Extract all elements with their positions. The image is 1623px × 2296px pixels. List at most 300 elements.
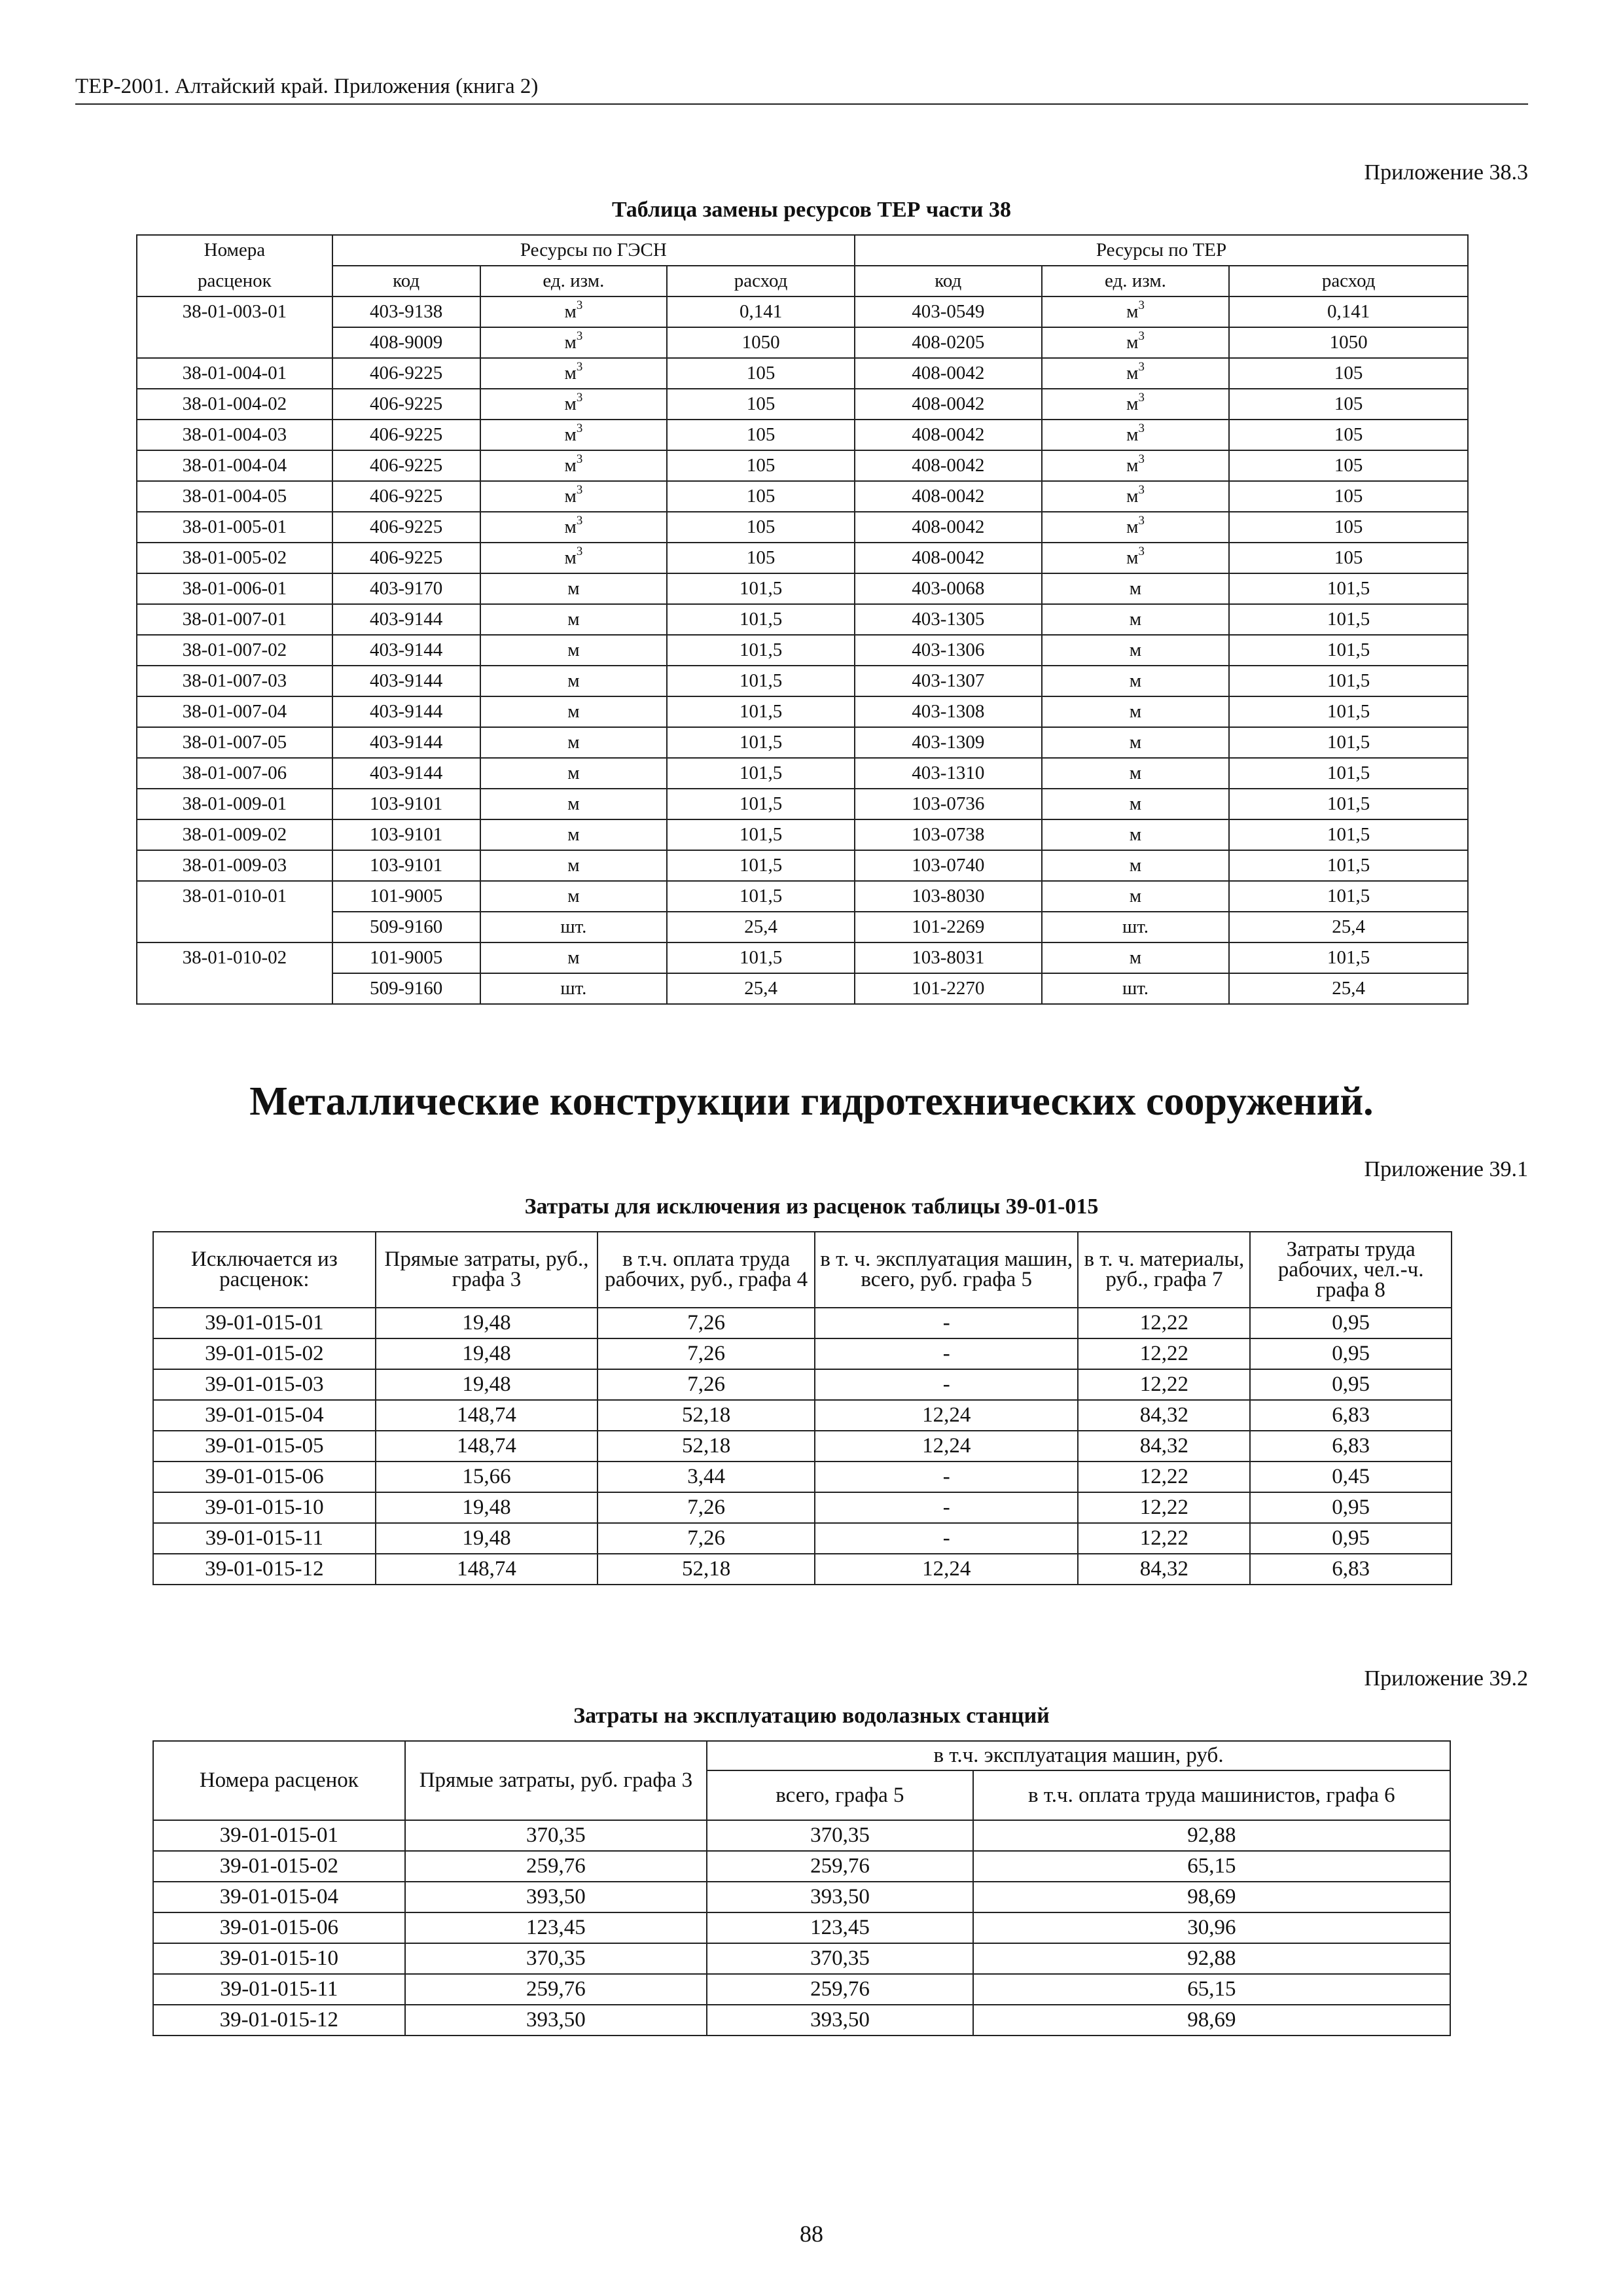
rate-number: 38-01-007-04 bbox=[137, 696, 332, 727]
direct-costs: 259,76 bbox=[405, 1851, 707, 1882]
materials: 84,32 bbox=[1078, 1400, 1250, 1431]
rate-number: 38-01-007-06 bbox=[137, 758, 332, 789]
gesn-amount: 1050 bbox=[667, 327, 855, 358]
operator-labor: 92,88 bbox=[973, 1820, 1450, 1851]
machine-operation: - bbox=[815, 1369, 1079, 1400]
ter-amount: 101,5 bbox=[1229, 696, 1468, 727]
labor-hours: 0,95 bbox=[1250, 1492, 1452, 1523]
gesn-unit: м bbox=[480, 666, 668, 696]
ter-code: 403-0068 bbox=[855, 573, 1042, 604]
gesn-unit: м bbox=[480, 850, 668, 881]
table-row bbox=[153, 1338, 1452, 1369]
direct-costs: 370,35 bbox=[405, 1820, 707, 1851]
gesn-code: 406-9225 bbox=[332, 481, 480, 512]
diving-table-body bbox=[153, 1820, 1450, 2036]
direct-costs: 148,74 bbox=[376, 1400, 598, 1431]
ter-amount: 101,5 bbox=[1229, 942, 1468, 973]
header-unit: ед. изм. bbox=[1042, 266, 1230, 296]
machine-total: 393,50 bbox=[707, 2005, 973, 2036]
rate-number: 38-01-004-04 bbox=[137, 450, 332, 481]
direct-costs: 148,74 bbox=[376, 1431, 598, 1462]
gesn-amount: 101,5 bbox=[667, 573, 855, 604]
gesn-amount: 105 bbox=[667, 543, 855, 573]
rate-number bbox=[137, 327, 332, 358]
labor-hours: 0,95 bbox=[1250, 1308, 1452, 1338]
ter-unit: шт. bbox=[1042, 912, 1230, 942]
labor-pay: 7,26 bbox=[597, 1492, 815, 1523]
ter-code: 408-0042 bbox=[855, 420, 1042, 450]
rate-number: 39-01-015-11 bbox=[153, 1974, 405, 2005]
ter-unit: $м^3$ bbox=[1042, 358, 1230, 389]
direct-costs: 393,50 bbox=[405, 2005, 707, 2036]
ter-amount: 101,5 bbox=[1229, 604, 1468, 635]
table-row bbox=[153, 1912, 1450, 1943]
table-row bbox=[153, 1369, 1452, 1400]
table-row bbox=[153, 2005, 1450, 2036]
ter-amount: 101,5 bbox=[1229, 635, 1468, 666]
rate-number: 39-01-015-11 bbox=[153, 1523, 376, 1554]
ter-code: 403-1309 bbox=[855, 727, 1042, 758]
header-direct-costs: Прямые затраты, руб. графа 3 bbox=[405, 1741, 707, 1820]
table-title-38-3: Таблица замены ресурсов ТЕР части 38 bbox=[611, 198, 1012, 222]
labor-hours: 0,95 bbox=[1250, 1523, 1452, 1554]
gesn-unit: м bbox=[480, 758, 668, 789]
ter-code: 403-1307 bbox=[855, 666, 1042, 696]
materials: 12,22 bbox=[1078, 1308, 1250, 1338]
table-row bbox=[137, 327, 1468, 358]
table-row bbox=[137, 942, 1468, 973]
rate-number: 38-01-004-03 bbox=[137, 420, 332, 450]
gesn-code: 406-9225 bbox=[332, 420, 480, 450]
ter-amount: 101,5 bbox=[1229, 789, 1468, 819]
header-rates: расценок bbox=[137, 266, 332, 296]
rate-number: 38-01-009-01 bbox=[137, 789, 332, 819]
labor-pay: 52,18 bbox=[597, 1400, 815, 1431]
gesn-unit: м bbox=[480, 696, 668, 727]
rate-number: 38-01-007-03 bbox=[137, 666, 332, 696]
gesn-unit: м bbox=[480, 942, 668, 973]
materials: 12,22 bbox=[1078, 1462, 1250, 1492]
rate-number: 38-01-004-01 bbox=[137, 358, 332, 389]
gesn-amount: 105 bbox=[667, 358, 855, 389]
ter-code: 403-1308 bbox=[855, 696, 1042, 727]
gesn-amount: 101,5 bbox=[667, 850, 855, 881]
header-machine-operation: в т. ч. эксплуатация машин, всего, руб. графа 5 bbox=[815, 1232, 1079, 1308]
ter-unit: м bbox=[1042, 819, 1230, 850]
labor-pay: 52,18 bbox=[597, 1554, 815, 1585]
table-row bbox=[153, 1492, 1452, 1523]
rate-number: 38-01-010-02 bbox=[137, 942, 332, 973]
gesn-unit: $м^3$ bbox=[480, 450, 668, 481]
gesn-amount: 25,4 bbox=[667, 973, 855, 1004]
table-row bbox=[153, 1820, 1450, 1851]
table-row bbox=[137, 604, 1468, 635]
header-labor-pay: в т.ч. оплата труда рабочих, руб., графа 4 bbox=[597, 1232, 815, 1308]
ter-amount: 101,5 bbox=[1229, 727, 1468, 758]
machine-total: 370,35 bbox=[707, 1943, 973, 1974]
machine-total: 259,76 bbox=[707, 1974, 973, 2005]
ter-code: 408-0042 bbox=[855, 450, 1042, 481]
gesn-code: 408-9009 bbox=[332, 327, 480, 358]
machine-operation: - bbox=[815, 1492, 1079, 1523]
materials: 84,32 bbox=[1078, 1554, 1250, 1585]
gesn-amount: 25,4 bbox=[667, 912, 855, 942]
gesn-code: 403-9144 bbox=[332, 604, 480, 635]
header-machine-operation: в т.ч. эксплуатация машин, руб. bbox=[707, 1741, 1450, 1770]
direct-costs: 370,35 bbox=[405, 1943, 707, 1974]
header-amount: расход bbox=[1229, 266, 1468, 296]
operator-labor: 30,96 bbox=[973, 1912, 1450, 1943]
header-gesn-resources: Ресурсы по ГЭСН bbox=[332, 235, 855, 266]
machine-total: 259,76 bbox=[707, 1851, 973, 1882]
table-row bbox=[137, 696, 1468, 727]
ter-unit: м bbox=[1042, 942, 1230, 973]
ter-unit: м bbox=[1042, 666, 1230, 696]
gesn-unit: шт. bbox=[480, 912, 668, 942]
appendix-label-39-2: Приложение 39.2 bbox=[1364, 1666, 1528, 1691]
table-row bbox=[137, 727, 1468, 758]
ter-code: 101-2270 bbox=[855, 973, 1042, 1004]
materials: 12,22 bbox=[1078, 1369, 1250, 1400]
labor-hours: 6,83 bbox=[1250, 1400, 1452, 1431]
header-ter-resources: Ресурсы по ТЕР bbox=[855, 235, 1468, 266]
rate-number: 38-01-004-05 bbox=[137, 481, 332, 512]
ter-amount: 101,5 bbox=[1229, 881, 1468, 912]
ter-unit: $м^3$ bbox=[1042, 481, 1230, 512]
gesn-unit: м bbox=[480, 573, 668, 604]
rate-number bbox=[137, 973, 332, 1004]
ter-amount: 101,5 bbox=[1229, 666, 1468, 696]
labor-pay: 7,26 bbox=[597, 1338, 815, 1369]
ter-code: 101-2269 bbox=[855, 912, 1042, 942]
rate-number: 38-01-007-01 bbox=[137, 604, 332, 635]
machine-total: 393,50 bbox=[707, 1882, 973, 1912]
gesn-unit: шт. bbox=[480, 973, 668, 1004]
table-row bbox=[137, 789, 1468, 819]
gesn-unit: $м^3$ bbox=[480, 512, 668, 543]
rate-number: 38-01-003-01 bbox=[137, 296, 332, 327]
table-row bbox=[137, 450, 1468, 481]
labor-pay: 7,26 bbox=[597, 1369, 815, 1400]
gesn-unit: м bbox=[480, 727, 668, 758]
gesn-unit: м bbox=[480, 789, 668, 819]
ter-amount: 25,4 bbox=[1229, 912, 1468, 942]
operator-labor: 92,88 bbox=[973, 1943, 1450, 1974]
header-operator-labor: в т.ч. оплата труда машинистов, графа 6 bbox=[973, 1770, 1450, 1820]
rate-number: 39-01-015-04 bbox=[153, 1882, 405, 1912]
header-numbers: Номера bbox=[137, 235, 332, 266]
gesn-code: 403-9138 bbox=[332, 296, 480, 327]
ter-code: 408-0042 bbox=[855, 358, 1042, 389]
gesn-code: 406-9225 bbox=[332, 450, 480, 481]
gesn-amount: 105 bbox=[667, 420, 855, 450]
header-numbers: Номера расценок bbox=[153, 1741, 405, 1820]
gesn-amount: 101,5 bbox=[667, 758, 855, 789]
labor-hours: 0,95 bbox=[1250, 1369, 1452, 1400]
ter-code: 408-0042 bbox=[855, 481, 1042, 512]
rate-number: 38-01-004-02 bbox=[137, 389, 332, 420]
rate-number: 38-01-005-01 bbox=[137, 512, 332, 543]
gesn-code: 406-9225 bbox=[332, 358, 480, 389]
ter-code: 403-1310 bbox=[855, 758, 1042, 789]
machine-operation: 12,24 bbox=[815, 1400, 1079, 1431]
ter-code: 408-0042 bbox=[855, 512, 1042, 543]
rate-number: 38-01-009-02 bbox=[137, 819, 332, 850]
ter-code: 103-0736 bbox=[855, 789, 1042, 819]
table-row bbox=[137, 420, 1468, 450]
ter-code: 403-1306 bbox=[855, 635, 1042, 666]
gesn-amount: 101,5 bbox=[667, 696, 855, 727]
rate-number: 38-01-006-01 bbox=[137, 573, 332, 604]
ter-unit: м bbox=[1042, 604, 1230, 635]
table-row bbox=[137, 666, 1468, 696]
gesn-unit: $м^3$ bbox=[480, 327, 668, 358]
ter-unit: м bbox=[1042, 881, 1230, 912]
machine-operation: - bbox=[815, 1338, 1079, 1369]
section-title: Металлические конструкции гидротехнических сооружений. bbox=[249, 1079, 1374, 1124]
ter-unit: м bbox=[1042, 696, 1230, 727]
ter-code: 403-1305 bbox=[855, 604, 1042, 635]
table-title-39-1: Затраты для исключения из расценок таблицы 39-01-015 bbox=[524, 1194, 1099, 1219]
rate-number: 39-01-015-10 bbox=[153, 1943, 405, 1974]
appendix-label-39-1: Приложение 39.1 bbox=[1364, 1157, 1528, 1181]
machine-total: 370,35 bbox=[707, 1820, 973, 1851]
header-total: всего, графа 5 bbox=[707, 1770, 973, 1820]
labor-hours: 6,83 bbox=[1250, 1554, 1452, 1585]
table-row bbox=[137, 512, 1468, 543]
rate-number: 39-01-015-06 bbox=[153, 1912, 405, 1943]
gesn-amount: 101,5 bbox=[667, 727, 855, 758]
ter-unit: м bbox=[1042, 850, 1230, 881]
gesn-code: 406-9225 bbox=[332, 512, 480, 543]
operator-labor: 98,69 bbox=[973, 1882, 1450, 1912]
gesn-unit: $м^3$ bbox=[480, 543, 668, 573]
header-materials: в т. ч. материалы, руб., графа 7 bbox=[1078, 1232, 1250, 1308]
materials: 12,22 bbox=[1078, 1523, 1250, 1554]
gesn-amount: 101,5 bbox=[667, 819, 855, 850]
gesn-code: 101-9005 bbox=[332, 942, 480, 973]
ter-amount: 105 bbox=[1229, 420, 1468, 450]
rate-number: 38-01-009-03 bbox=[137, 850, 332, 881]
table-title-39-2: Затраты на эксплуатацию водолазных станций bbox=[573, 1704, 1050, 1728]
gesn-unit: $м^3$ bbox=[480, 296, 668, 327]
gesn-unit: $м^3$ bbox=[480, 481, 668, 512]
table-row bbox=[153, 1882, 1450, 1912]
page-header bbox=[75, 72, 1528, 105]
table-row bbox=[153, 1431, 1452, 1462]
direct-costs: 15,66 bbox=[376, 1462, 598, 1492]
direct-costs: 19,48 bbox=[376, 1369, 598, 1400]
rate-number: 39-01-015-05 bbox=[153, 1431, 376, 1462]
header-code: код bbox=[332, 266, 480, 296]
exclusion-table-body bbox=[153, 1308, 1452, 1585]
materials: 84,32 bbox=[1078, 1431, 1250, 1462]
resource-replacement-table bbox=[136, 234, 1469, 1005]
table-row bbox=[153, 1943, 1450, 1974]
rate-number: 39-01-015-12 bbox=[153, 2005, 405, 2036]
header-code: код bbox=[855, 266, 1042, 296]
gesn-code: 403-9144 bbox=[332, 758, 480, 789]
ter-code: 103-0740 bbox=[855, 850, 1042, 881]
labor-pay: 52,18 bbox=[597, 1431, 815, 1462]
operator-labor: 65,15 bbox=[973, 1851, 1450, 1882]
ter-amount: 101,5 bbox=[1229, 573, 1468, 604]
exclusion-table-header bbox=[153, 1232, 1452, 1308]
gesn-code: 403-9144 bbox=[332, 727, 480, 758]
table-row bbox=[137, 912, 1468, 942]
table-row bbox=[137, 358, 1468, 389]
table-row bbox=[153, 1308, 1452, 1338]
ter-unit: м bbox=[1042, 727, 1230, 758]
operator-labor: 65,15 bbox=[973, 1974, 1450, 2005]
ter-unit: $м^3$ bbox=[1042, 327, 1230, 358]
gesn-code: 101-9005 bbox=[332, 881, 480, 912]
rate-number: 38-01-010-01 bbox=[137, 881, 332, 912]
gesn-unit: $м^3$ bbox=[480, 420, 668, 450]
rate-number: 39-01-015-01 bbox=[153, 1308, 376, 1338]
labor-hours: 0,45 bbox=[1250, 1462, 1452, 1492]
ter-amount: 105 bbox=[1229, 450, 1468, 481]
ter-unit: $м^3$ bbox=[1042, 420, 1230, 450]
gesn-code: 403-9144 bbox=[332, 635, 480, 666]
ter-unit: шт. bbox=[1042, 973, 1230, 1004]
machine-operation: - bbox=[815, 1462, 1079, 1492]
direct-costs: 393,50 bbox=[405, 1882, 707, 1912]
gesn-unit: $м^3$ bbox=[480, 389, 668, 420]
ter-amount: 101,5 bbox=[1229, 758, 1468, 789]
table-row bbox=[137, 296, 1468, 327]
gesn-unit: м bbox=[480, 881, 668, 912]
header-direct-costs: Прямые затраты, руб., графа 3 bbox=[376, 1232, 598, 1308]
gesn-code: 406-9225 bbox=[332, 389, 480, 420]
gesn-amount: 101,5 bbox=[667, 635, 855, 666]
labor-hours: 6,83 bbox=[1250, 1431, 1452, 1462]
rate-number: 39-01-015-02 bbox=[153, 1851, 405, 1882]
page-number: 88 bbox=[800, 2221, 823, 2247]
table-row bbox=[153, 1523, 1452, 1554]
gesn-code: 509-9160 bbox=[332, 912, 480, 942]
direct-costs: 123,45 bbox=[405, 1912, 707, 1943]
gesn-unit: м bbox=[480, 635, 668, 666]
gesn-amount: 101,5 bbox=[667, 604, 855, 635]
labor-pay: 7,26 bbox=[597, 1308, 815, 1338]
rate-number: 39-01-015-04 bbox=[153, 1400, 376, 1431]
rate-number bbox=[137, 912, 332, 942]
resource-table-body bbox=[137, 296, 1468, 1004]
table-row bbox=[137, 573, 1468, 604]
ter-amount: 105 bbox=[1229, 543, 1468, 573]
gesn-amount: 101,5 bbox=[667, 881, 855, 912]
exclusion-costs-table bbox=[152, 1231, 1452, 1585]
gesn-amount: 105 bbox=[667, 450, 855, 481]
machine-operation: - bbox=[815, 1308, 1079, 1338]
table-row bbox=[137, 481, 1468, 512]
ter-amount: 25,4 bbox=[1229, 973, 1468, 1004]
table-row bbox=[137, 543, 1468, 573]
ter-unit: $м^3$ bbox=[1042, 389, 1230, 420]
header-labor-hours: Затраты труда рабочих, чел.-ч. графа 8 bbox=[1250, 1232, 1452, 1308]
machine-operation: 12,24 bbox=[815, 1554, 1079, 1585]
ter-amount: 105 bbox=[1229, 358, 1468, 389]
rate-number: 39-01-015-01 bbox=[153, 1820, 405, 1851]
table-row bbox=[137, 758, 1468, 789]
ter-amount: 105 bbox=[1229, 481, 1468, 512]
header-unit: ед. изм. bbox=[480, 266, 668, 296]
rate-number: 38-01-007-05 bbox=[137, 727, 332, 758]
ter-amount: 101,5 bbox=[1229, 850, 1468, 881]
gesn-code: 103-9101 bbox=[332, 850, 480, 881]
header-excluded-from: Исключается из расценок: bbox=[153, 1232, 376, 1308]
gesn-code: 403-9144 bbox=[332, 666, 480, 696]
ter-code: 403-0549 bbox=[855, 296, 1042, 327]
ter-amount: 1050 bbox=[1229, 327, 1468, 358]
rate-number: 39-01-015-03 bbox=[153, 1369, 376, 1400]
table-row bbox=[137, 819, 1468, 850]
materials: 12,22 bbox=[1078, 1492, 1250, 1523]
direct-costs: 19,48 bbox=[376, 1492, 598, 1523]
direct-costs: 259,76 bbox=[405, 1974, 707, 2005]
rate-number: 39-01-015-06 bbox=[153, 1462, 376, 1492]
gesn-amount: 101,5 bbox=[667, 789, 855, 819]
gesn-amount: 105 bbox=[667, 389, 855, 420]
diving-stations-table bbox=[152, 1740, 1451, 2036]
gesn-amount: 105 bbox=[667, 512, 855, 543]
ter-amount: 0,141 bbox=[1229, 296, 1468, 327]
table-row bbox=[153, 1400, 1452, 1431]
ter-amount: 101,5 bbox=[1229, 819, 1468, 850]
materials: 12,22 bbox=[1078, 1338, 1250, 1369]
ter-unit: м bbox=[1042, 758, 1230, 789]
machine-operation: 12,24 bbox=[815, 1431, 1079, 1462]
rate-number: 38-01-005-02 bbox=[137, 543, 332, 573]
ter-code: 408-0042 bbox=[855, 389, 1042, 420]
gesn-amount: 101,5 bbox=[667, 666, 855, 696]
table-row bbox=[137, 881, 1468, 912]
table-row bbox=[153, 1851, 1450, 1882]
rate-number: 39-01-015-12 bbox=[153, 1554, 376, 1585]
gesn-amount: 0,141 bbox=[667, 296, 855, 327]
gesn-unit: м bbox=[480, 604, 668, 635]
ter-amount: 105 bbox=[1229, 389, 1468, 420]
direct-costs: 19,48 bbox=[376, 1523, 598, 1554]
direct-costs: 148,74 bbox=[376, 1554, 598, 1585]
gesn-code: 406-9225 bbox=[332, 543, 480, 573]
table-row bbox=[137, 389, 1468, 420]
table-row bbox=[137, 973, 1468, 1004]
gesn-code: 103-9101 bbox=[332, 789, 480, 819]
table-row bbox=[137, 635, 1468, 666]
ter-unit: м bbox=[1042, 635, 1230, 666]
header-text: ТЕР-2001. Алтайский край. Приложения (книга 2) bbox=[75, 75, 539, 98]
ter-code: 103-8030 bbox=[855, 881, 1042, 912]
rate-number: 38-01-007-02 bbox=[137, 635, 332, 666]
ter-code: 408-0042 bbox=[855, 543, 1042, 573]
ter-unit: $м^3$ bbox=[1042, 296, 1230, 327]
machine-total: 123,45 bbox=[707, 1912, 973, 1943]
ter-amount: 105 bbox=[1229, 512, 1468, 543]
ter-unit: м bbox=[1042, 573, 1230, 604]
labor-pay: 7,26 bbox=[597, 1523, 815, 1554]
table-row bbox=[153, 1974, 1450, 2005]
header-amount: расход bbox=[667, 266, 855, 296]
table-row bbox=[153, 1554, 1452, 1585]
gesn-code: 509-9160 bbox=[332, 973, 480, 1004]
ter-code: 103-0738 bbox=[855, 819, 1042, 850]
appendix-label-38-3: Приложение 38.3 bbox=[1364, 160, 1528, 185]
ter-code: 408-0205 bbox=[855, 327, 1042, 358]
gesn-code: 403-9144 bbox=[332, 696, 480, 727]
labor-hours: 0,95 bbox=[1250, 1338, 1452, 1369]
